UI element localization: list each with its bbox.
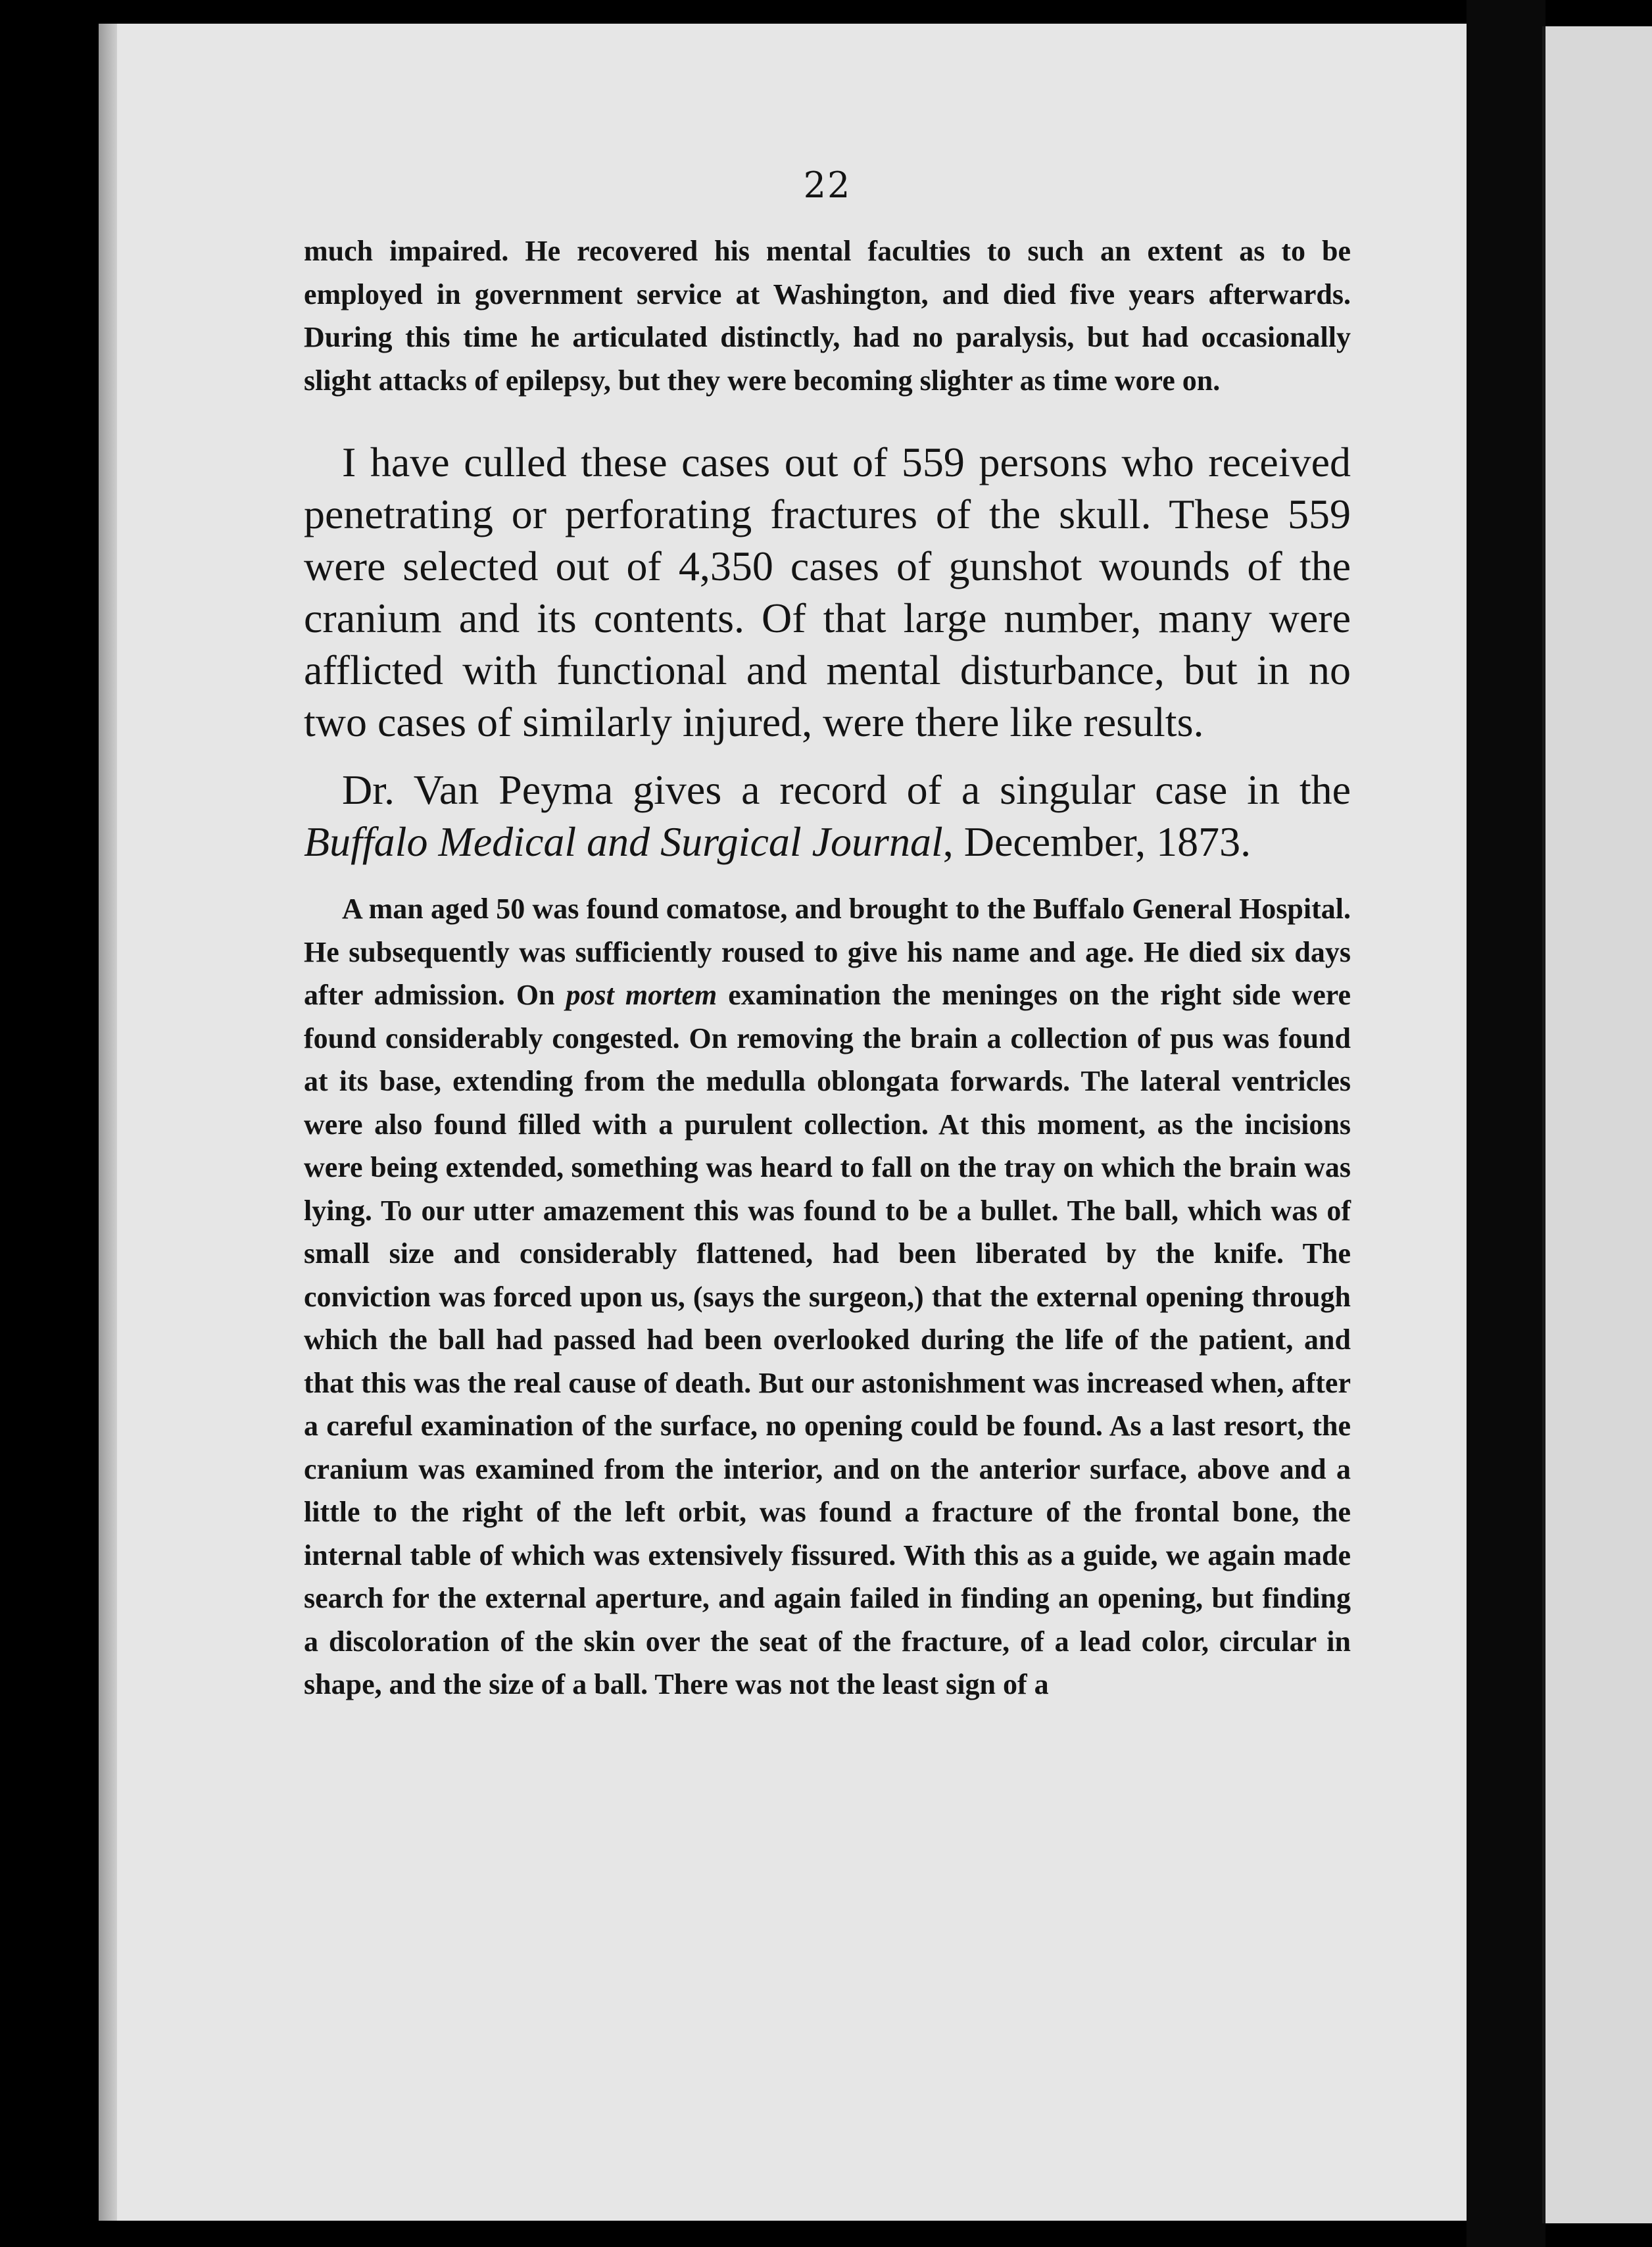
paragraph-culled-cases: I have culled these cases out of 559 persons who received penetrating or perforating fractures of the skull. These 559 were selected out of 4,350 cases of gunshot wounds of the cranium and its contents. Of that large number, many were afflicted with functional and mental disturbance, but in no two cases of similarly injured, were there like results. <box>304 439 1351 745</box>
page-text <box>304 164 1351 1706</box>
latin-term: post mortem <box>566 979 717 1011</box>
page-edge-shadow <box>99 24 117 2221</box>
facing-page-edge <box>1545 26 1652 2223</box>
case-report-after: examination the meninges on the right side were found considerably congested. On removing the brain a collection of pus was found at its base, extending from the medulla oblongata forwards. The lateral ventricles were also found filled with a purulent collection. At this moment, as the incisions were being extended, something was heard to fall on the tray on which the brain was lying. To our utter amazement this was found to be a bullet. The ball, which was of small size and considerably flattened, had been liberated by the knife. The conviction was forced upon us, (says the surgeon,) that the external opening through which the ball had passed had been overlooked during the life of the patient, and that this was the real cause of death. But our astonishment was increased when, after a careful examination of the surface, no opening could be found. As a last resort, the cranium was examined from the interior, and on the anterior surface, above and a little to the right of the left orbit, was found a fracture of the frontal bone, the internal table of which was extensively fissured. With this as a guide, we again made search for the external aperture, and again failed in finding an opening, but finding a discoloration of the skin over the seat of the fracture, of a lead color, circular in shape, and the size of a ball. There was not the least sign of a <box>304 979 1351 1700</box>
van-peyma-text-after: , December, 1873. <box>942 818 1251 865</box>
gutter-line <box>1542 26 1545 2223</box>
page-number: 22 <box>803 164 852 206</box>
paragraph-van-peyma <box>304 764 1351 868</box>
paragraph-continuation: much impaired. He recovered his mental faculties to such an extent as to be employed in government service at Washington, and died five years afterwards. During this time he articulated distinctly, had no paralysis, but had occasionally slight attacks of epilepsy, but they were becoming slighter as time wore on. <box>304 235 1351 397</box>
book-gutter <box>1467 0 1545 2247</box>
journal-title: Buffalo Medical and Surgical Journal <box>304 818 943 865</box>
case-report-before: A man aged 50 was found comatose, and brought to the Buffalo General Hospital. He subsequently was sufficiently roused to give his name and age. He died six days after admission. On <box>304 893 1351 1011</box>
van-peyma-text-before: Dr. Van Peyma gives a record of a singular case in the <box>342 766 1351 813</box>
paragraph-case-report <box>304 887 1351 1706</box>
